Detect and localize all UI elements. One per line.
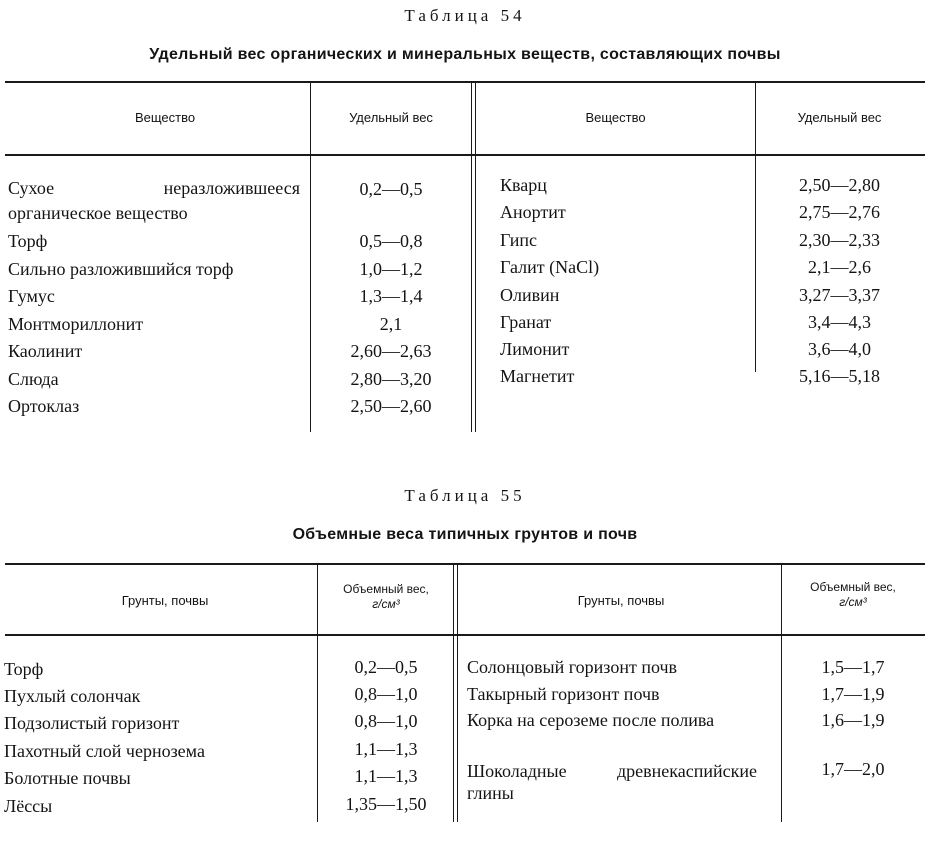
table54-header-substance-right: Вещество — [585, 110, 646, 125]
table55-left-name: Лёссы — [4, 796, 53, 816]
table54-right-name: Лимонит — [500, 339, 570, 359]
table54-header-rule — [5, 154, 925, 156]
table55-col-divider-1 — [317, 564, 318, 822]
table55-left-value: 0,2—0,5 — [354, 657, 418, 677]
table54-left-value: 1,0—1,2 — [359, 259, 423, 279]
table54-left-name: Гумус — [8, 286, 55, 306]
table55-header-bulk-right: Объемный вес, — [810, 580, 896, 594]
table55-right-value: 1,7—2,0 — [821, 759, 885, 779]
table54-caption: Таблица 54 — [404, 6, 526, 25]
table55-header-bulk-left: Объемный вес, — [343, 582, 429, 596]
table55-left-value: 0,8—1,0 — [354, 684, 418, 704]
table54-right-value: 3,6—4,0 — [808, 339, 871, 359]
table54-left-value: 1,3—1,4 — [359, 286, 423, 306]
table54-right-value: 3,4—4,3 — [808, 312, 871, 332]
table54-right-name: Анортит — [500, 202, 566, 222]
table55-center-divider — [453, 564, 458, 822]
table54-right-name: Магнетит — [500, 366, 575, 386]
table55-header-soils-right: Грунты, почвы — [577, 593, 665, 608]
table55-right-name: Корка на сероземе после полива — [467, 710, 715, 730]
table54-top-rule — [5, 81, 925, 83]
table54-right-value: 2,50—2,80 — [799, 175, 880, 195]
table55-right-value: 1,7—1,9 — [821, 684, 885, 704]
table54-left-value: 2,60—2,63 — [350, 341, 432, 361]
table55-top-rule — [5, 563, 925, 565]
table54-center-divider — [471, 82, 476, 432]
table54-left-name: Монтмориллонит — [8, 314, 144, 334]
table55-left-name: Торф — [4, 659, 44, 679]
table54-right-name: Гранат — [500, 312, 552, 332]
table54-left-value: 2,80—3,20 — [350, 369, 432, 389]
table54-left-name: Сухое неразложившееся органическое вещество — [8, 178, 300, 223]
table55-col-divider-2 — [781, 564, 782, 822]
table55-right-name: Шоколадные древнекаспийские глины — [467, 761, 757, 803]
table55-left-name: Пахотный слой чернозема — [4, 741, 205, 761]
table55-header-soils-left: Грунты, почвы — [121, 593, 209, 608]
table54-left-name: Сильно разложившийся торф — [8, 259, 234, 279]
table54-left-value: 2,1 — [379, 314, 403, 334]
table55-left-name: Болотные почвы — [4, 768, 131, 788]
table55-header-unit-right: г/см³ — [839, 595, 867, 609]
table55-left-value: 1,1—1,3 — [354, 766, 418, 786]
table55-header-rule — [5, 634, 925, 636]
table55-right-name: Солонцовый горизонт почв — [467, 657, 678, 677]
table55-header-unit-left: г/см³ — [372, 597, 400, 611]
table54-left-value: 0,5—0,8 — [359, 231, 423, 251]
table54-col-divider-1 — [310, 82, 311, 432]
table54-header-weight-right: Удельный вес — [797, 110, 882, 125]
table54-right-name: Кварц — [500, 175, 547, 195]
table54-left-name: Слюда — [8, 369, 59, 389]
table55-left-value: 1,35—1,50 — [345, 794, 427, 814]
table55-left-value: 1,1—1,3 — [354, 739, 418, 759]
table55-right-value: 1,5—1,7 — [821, 657, 885, 677]
table54-header-weight-left: Удельный вес — [349, 110, 433, 125]
table55-caption: Таблица 55 — [404, 486, 526, 505]
table55-left-value: 0,8—1,0 — [354, 711, 418, 731]
table54-right-name: Оливин — [500, 285, 560, 305]
table54-right-value: 2,30—2,33 — [799, 230, 880, 250]
table54-header-substance-left: Вещество — [134, 110, 196, 125]
table54-right-value: 3,27—3,37 — [799, 285, 880, 305]
table54-left-value: 2,50—2,60 — [350, 396, 432, 416]
table54-right-name: Гипс — [500, 230, 537, 250]
table55-left-name: Подзолистый горизонт — [4, 713, 180, 733]
table54-right-name: Галит (NaCl) — [500, 257, 600, 277]
table54-right-value: 2,75—2,76 — [799, 202, 880, 222]
table54-left-name: Торф — [8, 231, 48, 251]
table54-col-divider-2 — [755, 82, 756, 372]
table55-right-value: 1,6—1,9 — [821, 710, 885, 730]
table55-title: Объемные веса типичных грунтов и почв — [292, 526, 638, 543]
table54-right-value: 2,1—2,6 — [808, 257, 871, 277]
table54-left-name: Каолинит — [8, 341, 83, 361]
table54-left-name: Ортоклаз — [8, 396, 80, 416]
table54-right-value: 5,16—5,18 — [799, 366, 880, 386]
table55-left-name: Пухлый солончак — [4, 686, 141, 706]
table55-right-name: Такырный горизонт почв — [467, 684, 660, 704]
table54-left-value: 0,2—0,5 — [359, 179, 423, 199]
table54-title: Удельный вес органических и минеральных веществ, составляющих почвы — [149, 46, 781, 63]
